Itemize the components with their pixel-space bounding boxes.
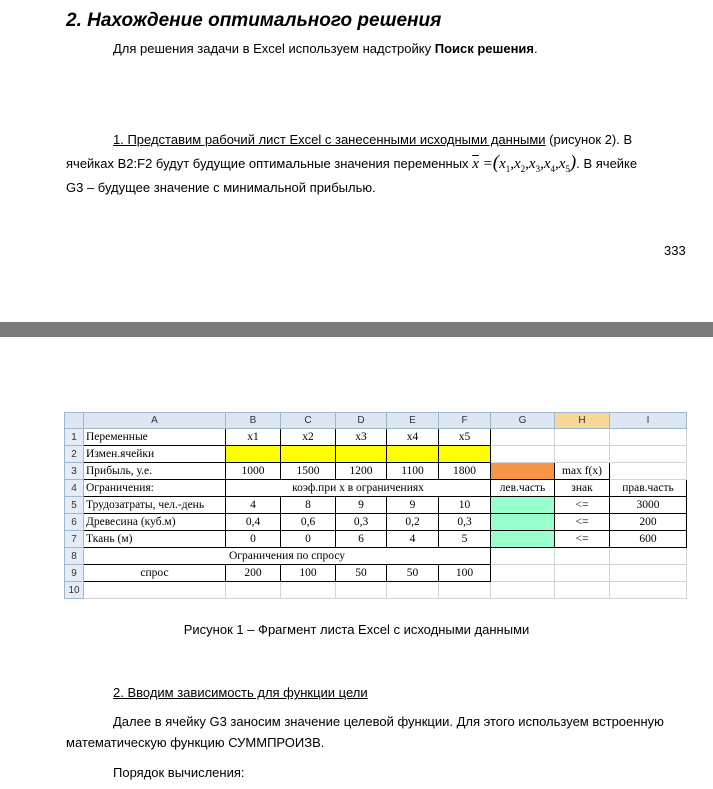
formula-x2: x: [513, 156, 521, 172]
cell-e7[interactable]: 4: [387, 531, 439, 548]
cell-f5[interactable]: 10: [439, 497, 491, 514]
cell-h3[interactable]: max f(x): [555, 463, 610, 480]
step1-line1: [113, 131, 632, 149]
cell-d3[interactable]: 1200: [336, 463, 387, 480]
cell-a6[interactable]: Древесина (куб.м): [84, 514, 226, 531]
intro-suffix: .: [534, 41, 538, 56]
col-header-a[interactable]: A: [84, 413, 226, 429]
cell-i5[interactable]: 3000: [610, 497, 687, 514]
cell-h5[interactable]: <=: [555, 497, 610, 514]
cell-i3[interactable]: [610, 463, 687, 480]
intro-prefix: Для решения задачи в Excel используем надстройку: [113, 41, 435, 56]
cell-d5[interactable]: 9: [336, 497, 387, 514]
col-header-c[interactable]: C: [281, 413, 336, 429]
table-row: [65, 429, 687, 446]
cell-d1[interactable]: x3: [336, 429, 387, 446]
order-label: Порядок вычисления:: [113, 765, 245, 780]
col-header-i[interactable]: I: [610, 413, 687, 429]
col-header-g[interactable]: G: [491, 413, 555, 429]
cell-a7[interactable]: Ткань (м): [84, 531, 226, 548]
cell-b5[interactable]: 4: [226, 497, 281, 514]
cell-a4[interactable]: Ограничения:: [84, 480, 226, 497]
step1-line3: G3 – будущее значение с минимальной прибылью.: [66, 180, 376, 195]
cell-f6[interactable]: 0,3: [439, 514, 491, 531]
col-header-h[interactable]: H: [555, 413, 610, 429]
cell-f7[interactable]: 5: [439, 531, 491, 548]
step1-underlined: 1. Представим рабочий лист Excel с занесенными исходными данными: [113, 132, 546, 147]
corner-cell[interactable]: [65, 413, 84, 429]
intro-bold: Поиск решения: [434, 41, 535, 56]
table-row: [65, 446, 687, 463]
cell-d2[interactable]: [336, 446, 387, 463]
formula-sub1: 1: [505, 164, 511, 174]
row-header[interactable]: 6: [65, 514, 84, 531]
column-header-row: [65, 413, 687, 429]
formula-x3: x: [528, 156, 536, 172]
formula-eq: =: [482, 156, 493, 172]
cell-c5[interactable]: 8: [281, 497, 336, 514]
cell-a2[interactable]: Измен.ячейки: [84, 446, 226, 463]
cell-e6[interactable]: 0,2: [387, 514, 439, 531]
cell-c9[interactable]: 100: [281, 565, 336, 582]
cell-h6[interactable]: <=: [555, 514, 610, 531]
cell-a9[interactable]: спрос: [84, 565, 226, 582]
cell-f9[interactable]: 100: [439, 565, 491, 582]
cell-d7[interactable]: 6: [336, 531, 387, 548]
cell-g4[interactable]: лев.часть: [491, 480, 555, 497]
table-row: [65, 463, 687, 480]
formula-lhs: $\overline{x}$: [472, 156, 479, 172]
cell-a1[interactable]: Переменные: [84, 429, 226, 446]
row-header[interactable]: 5: [65, 497, 84, 514]
cell-b9[interactable]: 200: [226, 565, 281, 582]
cell-f10[interactable]: [439, 582, 491, 599]
cell-e3[interactable]: 1100: [387, 463, 439, 480]
cell-a10[interactable]: [84, 582, 226, 599]
cell-e10[interactable]: [387, 582, 439, 599]
cell-c3[interactable]: 1500: [281, 463, 336, 480]
row-header[interactable]: 1: [65, 429, 84, 446]
cell-a8-merged[interactable]: Ограничения по спросу: [84, 548, 491, 565]
formula-sub2: 2: [520, 164, 526, 174]
row-header[interactable]: 2: [65, 446, 84, 463]
col-header-d[interactable]: D: [336, 413, 387, 429]
cell-e1[interactable]: x4: [387, 429, 439, 446]
col-header-f[interactable]: F: [439, 413, 491, 429]
formula-close: ): [569, 152, 577, 173]
cell-b3[interactable]: 1000: [226, 463, 281, 480]
page-break-bar: [0, 322, 713, 337]
cell-a5[interactable]: Трудозатраты, чел.-день: [84, 497, 226, 514]
cell-i9[interactable]: [610, 565, 687, 582]
table-row: [65, 548, 687, 565]
row-header[interactable]: 10: [65, 582, 84, 599]
cell-c7[interactable]: 0: [281, 531, 336, 548]
step2-line2: математическую функцию СУММПРОИЗВ.: [66, 735, 325, 750]
cell-b6[interactable]: 0,4: [226, 514, 281, 531]
cell-i7[interactable]: 600: [610, 531, 687, 548]
cell-b7[interactable]: 0: [226, 531, 281, 548]
cell-e9[interactable]: 50: [387, 565, 439, 582]
cell-a3[interactable]: Прибыль, у.е.: [84, 463, 226, 480]
row-header[interactable]: 3: [65, 463, 84, 480]
cell-h2[interactable]: [555, 446, 610, 463]
cell-g10[interactable]: [491, 582, 555, 599]
formula-sub3: 3: [535, 164, 541, 174]
cell-c1[interactable]: x2: [281, 429, 336, 446]
formula-x1: x: [499, 156, 506, 172]
table-row: [65, 514, 687, 531]
cell-h10[interactable]: [555, 582, 610, 599]
step2-heading: 2. Вводим зависимость для функции цели: [113, 685, 368, 700]
cell-g7[interactable]: [491, 531, 555, 548]
cell-c6[interactable]: 0,6: [281, 514, 336, 531]
cell-c2[interactable]: [281, 446, 336, 463]
step1-after: (рисунок 2). В: [545, 132, 633, 147]
cell-i6[interactable]: 200: [610, 514, 687, 531]
cell-g6[interactable]: [491, 514, 555, 531]
formula-sub5: 5: [565, 164, 570, 174]
cell-h8[interactable]: [555, 548, 610, 565]
step1-line2-prefix: ячейках B2:F2 будут будущие оптимальные значения переменных: [66, 156, 469, 171]
cell-h7[interactable]: <=: [555, 531, 610, 548]
cell-d9[interactable]: 50: [336, 565, 387, 582]
cell-g1[interactable]: [491, 429, 555, 446]
cell-i10[interactable]: [610, 582, 687, 599]
cell-c10[interactable]: [281, 582, 336, 599]
row-header[interactable]: 4: [65, 480, 84, 497]
formula-x4: x: [543, 156, 551, 172]
cell-g9[interactable]: [491, 565, 555, 582]
cell-i1[interactable]: [610, 429, 687, 446]
vector-formula: $\overline{x} =(x_1,x_2,x_3,x_4,x_5)$: [472, 152, 577, 174]
cell-g8[interactable]: [491, 548, 555, 565]
col-header-b[interactable]: B: [226, 413, 281, 429]
row-header[interactable]: 8: [65, 548, 84, 565]
excel-sheet-fragment: [64, 412, 687, 599]
cell-f3[interactable]: 1800: [439, 463, 491, 480]
table-row: [65, 531, 687, 548]
table-row: [65, 582, 687, 599]
section-heading: 2. Нахождение оптимального решения: [66, 10, 442, 31]
table-row: [65, 565, 687, 582]
cell-g3[interactable]: [491, 463, 555, 480]
cell-d10[interactable]: [336, 582, 387, 599]
cell-b2[interactable]: [226, 446, 281, 463]
table-row: [65, 497, 687, 514]
cell-h4[interactable]: знак: [555, 480, 610, 497]
cell-g2[interactable]: [491, 446, 555, 463]
cell-b10[interactable]: [226, 582, 281, 599]
cell-h1[interactable]: [555, 429, 610, 446]
figure-caption: Рисунок 1 – Фрагмент листа Excel с исходными данными: [183, 622, 530, 637]
formula-sub4: 4: [550, 164, 555, 174]
cell-d6[interactable]: 0,3: [336, 514, 387, 531]
row-header[interactable]: 7: [65, 531, 84, 548]
cell-e5[interactable]: 9: [387, 497, 439, 514]
table-row: [65, 480, 687, 497]
cell-g5[interactable]: [491, 497, 555, 514]
formula-x5: x: [558, 156, 566, 172]
cell-f2[interactable]: [439, 446, 491, 463]
step1-line2-suffix: . В ячейке: [576, 156, 638, 171]
cell-b1[interactable]: x1: [226, 429, 281, 446]
step2-line1: Далее в ячейку G3 заносим значение целевой функции. Для этого используем встроенную: [113, 714, 664, 729]
step1-line2: [66, 154, 637, 178]
page-number: 333: [664, 243, 686, 258]
col-header-e[interactable]: E: [387, 413, 439, 429]
formula-open: (: [492, 152, 500, 173]
intro-paragraph: [113, 40, 538, 58]
cell-b4-merged[interactable]: коэф.при x в ограничениях: [226, 480, 491, 497]
row-header[interactable]: 9: [65, 565, 84, 582]
cell-e2[interactable]: [387, 446, 439, 463]
cell-f1[interactable]: x5: [439, 429, 491, 446]
cell-i2[interactable]: [610, 446, 687, 463]
cell-i4[interactable]: прав.часть: [610, 480, 687, 497]
cell-h9[interactable]: [555, 565, 610, 582]
cell-i8[interactable]: [610, 548, 687, 565]
